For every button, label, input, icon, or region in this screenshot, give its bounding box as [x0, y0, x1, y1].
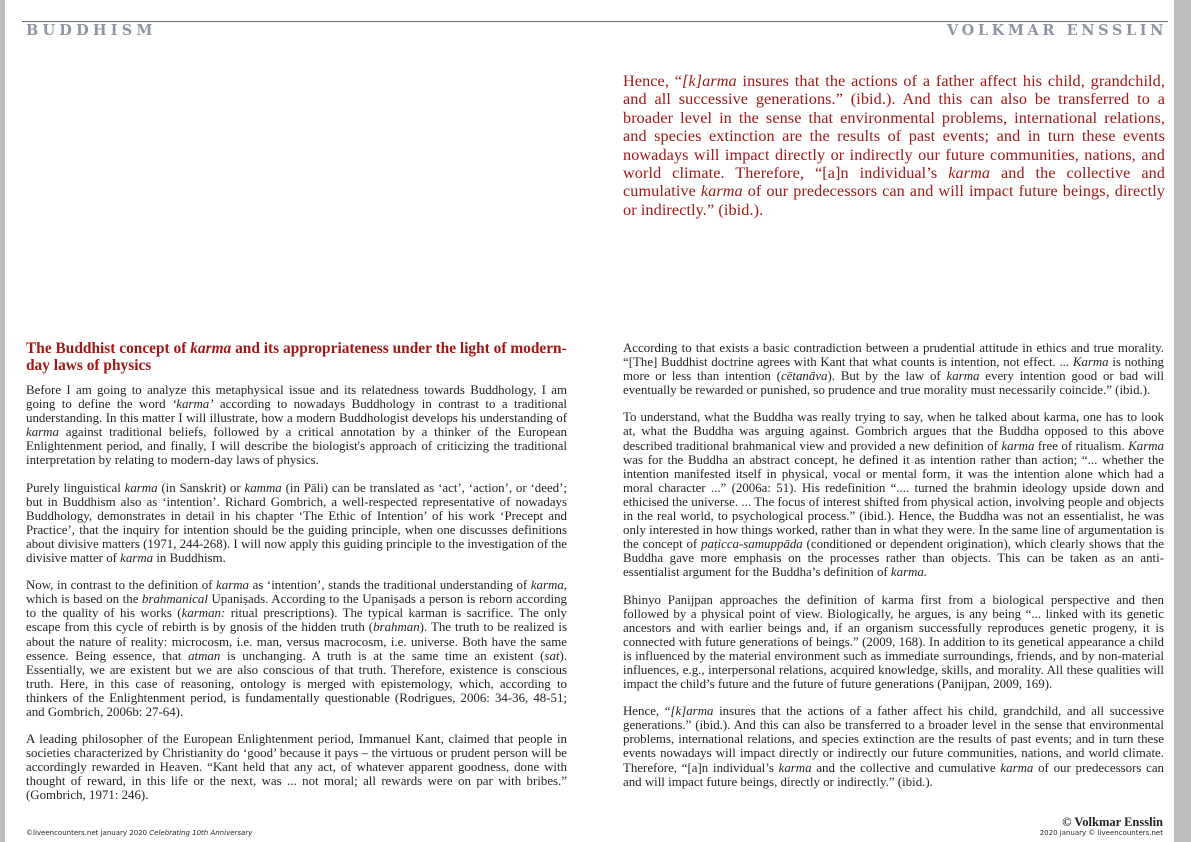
italic-term: [k]arma: [670, 704, 714, 719]
paragraph: Purely linguistical karma (in Sanskrit) or kamma (in Pāli) can be translated as ‘act’, ‘action’, or ‘deed’; but in Buddhism also as ‘intention’. Richard Gombrich, a well-respected representative of nowadays Buddhology, demonstrates in detail in his chapter ‘The Ethic of Intention’ of his work ‘Precept and Practice’, that the inquiry for intention should be the guiding principle, when one discusses definitions about divisive matters (1971, 244-268). I will now apply this guiding principle to the investigation of the divisive matter of karma in Buddhism.: [26, 480, 567, 566]
italic-term: karma,: [530, 578, 567, 593]
italic-term: brahman: [373, 620, 420, 635]
italic-term: karma.: [890, 565, 928, 580]
page-edge-left: [0, 0, 5, 842]
italic-term: karma: [948, 164, 991, 183]
italic-term: paṭicca-samuppāda: [701, 537, 803, 552]
paragraph: According to that exists a basic contradiction between a prudential attitude in ethics and true morality. “[The] Buddhist doctrine agrees with Kant that what counts is intention, not effect. ... Karma is nothing more or less than intention (cētanāva). But by the law of karma every intention good or bad will eventually be rewarded or punished, so prudence and true morality must necessarily coincide.” (ibid.).: [623, 341, 1165, 398]
author-signature: © Volkmar Ensslin: [1062, 815, 1163, 829]
section-title: The Buddhist concept of karma and its appropriateness under the light of modern-day laws of physics: [26, 340, 567, 374]
italic-term: kamma: [244, 480, 282, 495]
italic-term: karma: [26, 425, 59, 440]
italic-term: karma: [700, 182, 743, 201]
italic-term: karma: [120, 551, 154, 566]
italic-term: Karma: [1072, 355, 1109, 370]
italic-term: sat: [544, 648, 560, 663]
footer-copyright-left: [26, 829, 252, 837]
italic-term: karma: [190, 340, 232, 357]
paragraph: Hence, “[k]arma insures that the actions of a father affect his child, grandchild, and all successive generations.” (ibid.). And this can also be transferred to a broader level in the sense that environmental problems, international relations, and species extinction are the results of past events; and in turn these events nowadays will impact directly or indirectly our future communities, nations, and world climate. Therefore, “[a]n individual’s karma and the collective and cumulative karma of our predecessors can and will impact future beings, directly or indirectly.” (ibid.).: [623, 704, 1165, 789]
italic-term: karma: [216, 578, 249, 593]
paragraph: Before I am going to analyze this metaphysical issue and its relatedness towards Buddhology, I am going to define the word ‘karma’ according to nowadays Buddhology in contrast to a traditional understanding. In this matter I will illustrate, how a modern Buddhologist develops his understanding of karma against traditional beliefs, followed by a critical annotation by a thinker of the European Enlightenment period, and finally, I will describe the biologist's approach of criticizing the traditional interpretation by relating to modern-day laws of physics.: [26, 383, 568, 468]
italic-term: [k]arma: [682, 72, 737, 90]
footer-site-text: ©liveencounters.net january 2020: [26, 829, 150, 837]
running-header-section: BUDDHISM: [26, 22, 157, 39]
italic-term: atman: [188, 648, 221, 663]
page-edge-right: [1174, 0, 1191, 842]
italic-term: karma: [1001, 438, 1035, 453]
paragraph: To understand, what the Buddha was really trying to say, when he talked about karma, one has to look at, what the Buddha was arguing against. Gombrich argues that the Buddha opposed to this above described traditional brahmanical view and provided a new definition of karma free of ritualism. Karma was for the Buddha an abstract concept, he defined it as intention rather than action; “... whether the intention manifested itself in physical, vocal or mental form, it was the intention alone which had a moral character ...” (2006a: 51). His redefinition “.... turned the brahmin ideology upside down and ethicised the universe. ... The focus of interest shifted from physical action, involving people and objects in the real world, to psychological process.” (ibid.). Hence, the Buddha was not an essentialist, he was only interested in how things worked, rather than in what they were. In the same line of argumentation is the concept of paṭicca-samuppāda (conditioned or dependent origination), which clearly shows that the Buddha gave more emphasis on the processes rather than objects. This can be taken as an anti-essentialist argument for the Buddha’s definition of karma.: [623, 410, 1164, 580]
paragraph: A leading philosopher of the European Enlightenment period, Immanuel Kant, claimed that people in societies characterized by Christianity do ‘good’ because it pays – the virtuous or prudent person will be accordingly rewarded in Heaven. “Kant held that any act, of whatever apparent goodness, done with thought of reward, in this life or the next, was ... not moral; all rewards were on par with bribes.” (Gombrich, 1971: 246).: [26, 732, 567, 803]
italic-term: Karma: [1128, 438, 1164, 453]
footer-copyright-right: 2020 january © liveencounters.net: [1039, 829, 1163, 837]
italic-term: karma: [1000, 760, 1034, 775]
right-column: [623, 341, 1164, 802]
footer-anniversary-text: Celebrating 10th Anniversary: [149, 829, 253, 837]
paragraph: Now, in contrast to the definition of karma as ‘intention’, stands the traditional understanding of karma, which is based on the brahmanical Upaniṣads. According to the Upaniṣads a person is reborn according to the quality of his works (karman: ritual prescriptions). The typical karman is sacrifice. The only escape from this cycle of rebirth is by gnosis of the hidden truth (brahman). The truth to be realized is about the nature of reality: microcosm, i.e. man, versus macrocosm, i.e. universe. Both have the same essence. Being essence, that atman is unchanging. A truth is at the same time an existent (sat). Essentially, we are existent but we are also conscious of that truth. Therefore, existence is conscious truth. Here, in this case of reasoning, ontology is merged with epistemology, which, according to thinkers of the Enlightenment period, is fundamentally questionable (Rodrigues, 2006: 34-36, 48-51; and Gombrich, 2006b: 27-64).: [26, 578, 568, 719]
italic-term: ‘karma’: [171, 397, 214, 412]
italic-term: karman:: [181, 606, 226, 621]
running-header-author: VOLKMAR ENSSLIN: [947, 22, 1167, 39]
pull-quote: [623, 72, 1165, 219]
pull-quote-text: Hence, “[k]arma insures that the actions of a father affect his child, grandchild, and all successive generations.” (ibid.). And this can also be transferred to a broader level in the sense that environmental problems, international relations, and species extinction are the results of past events; and in turn these events nowadays will impact directly or indirectly our future communities, nations, and world climate. Therefore, “[a]n individual’s karma and the collective and cumulative karma of our predecessors can and will impact future beings, directly or indirectly.” (ibid.).: [623, 72, 1165, 219]
italic-term: cētanāva: [780, 369, 828, 384]
italic-term: karma: [124, 480, 158, 495]
italic-term: karma: [778, 760, 812, 775]
italic-term: karma: [946, 369, 980, 384]
paragraph: Bhinyo Panijpan approaches the definition of karma first from a biological perspective and then followed by a physical point of view. Biologically, he argues, is any being “... linked with its genetic ancestors and with earlier beings and, if an organism successfully reproduces genetic progeny, it is connected with future generations of beings.” (2009, 168). In addition to its genetical appearance a child is influenced by the material environment such as immediate surroundings, friends, and by non-material influences, e.g., interpersonal relations, acquired knowledge, skills, and morality. All these qualities will impact the child’s future and the future of future generations (Panijpan, 2009, 169).: [623, 592, 1164, 692]
left-column: [26, 340, 567, 816]
italic-term: brahmanical: [142, 592, 208, 607]
